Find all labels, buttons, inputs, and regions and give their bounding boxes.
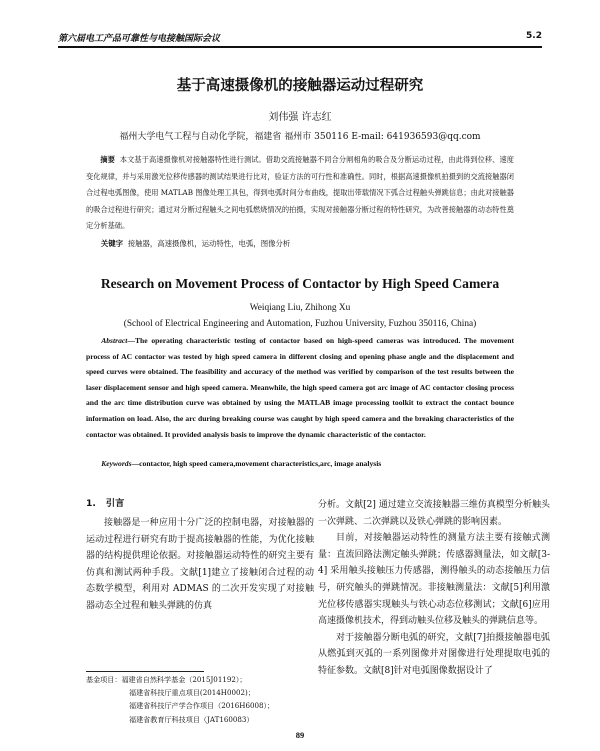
intro-paragraph-measurement: 目前，对接触器运动特性的测量方法主要有接触式测量：直流回路法测定触头弹跳；传感器测量法，如文献[3-4] 采用触头接触压力传感器，测得触头的动态接触压力信号，研究触头的弹跳情况。非接触测量法：文献[5]利用激光位移传感器实现触头与铁心动态位移测试；文献[6]应用高速摄像机技术，得到动触头位移及触头的弹跳信息等。 [318, 533, 550, 627]
funding-footnote [86, 673, 316, 726]
section-heading [86, 497, 314, 511]
header-rule [58, 46, 542, 48]
authors-chinese: 刘伟强 许志红 [268, 112, 332, 123]
abstract-chinese [86, 152, 514, 235]
abstract-label-en: Abstract [101, 336, 128, 345]
intro-paragraph-left: 接触器是一种应用十分广泛的控制电器，对接触器的运动过程进行研究有助于提高接触器的性能，为优化接触器的结构提供理论依据。对接触器运动特性的研究主要有仿真和测试两种手段。文献[1]建立了接触闭合过程的动态数学模型，利用对 ADMAS 的二次开发实现了对接触器动态全过程和触头弹跳的仿真 [86, 518, 314, 611]
funding-item: 福建省科技厅重点项目(2014H0002)； [129, 688, 255, 698]
keywords-label-cn: 关键字 [100, 239, 123, 248]
abstract-text-en: —The operating characteristic testing of contactor based on high-speed cameras was introduced. The movement process of AC contactor was tested by high speed camera in different closing and opening phase angle and the displacement and speed curves were obtained. The feasibility and accuracy of the method was verified by comparison of the test results between the laser displacement sensor and high speed camera. Meanwhile, the high speed camera got arc image of AC contactor closing process and the arc time distribution curve was obtained by using the MATLAB image processing toolkit to extract the contact bounce information on load. Also, the arc during breaking course was caught by high speed camera and the breaking characteristics of the contactor was obtained. It provided analysis basis to improve the dynamic characteristic of the contactor. [86, 336, 514, 439]
abstract-text-cn: 本文基于高速摄像机对接触器特性进行测试。借助交流接触器不同合分闸相角的吸合及分断运动过程，由此得到位移、速度变化规律，并与采用激光位移传感器的测试结果进行比对，验证方法的可行性和准确性。同时，根据高速摄像机拍摄到的交流接触器闭合过程电弧图像，使用 MATLAB 图像处理工具包，得到电弧时间分布曲线，提取出带载情况下弧合过程触头弹跳信息；由此对接触器的吸合过程进行研究；通过对分断过程触头之间电弧燃烧情况的拍摄，实现对接触器分断过程的特性研究，为改善接触器的动态特性奠定分析基础。 [86, 155, 514, 231]
section-number-1: 1. [86, 498, 96, 509]
running-header [58, 31, 542, 45]
funding-item: 福建省教育厅科技项目（JAT160083） [129, 714, 254, 724]
conference-name: 第六届电工产品可靠性与电接触国际会议 [58, 34, 221, 44]
abstract-english [86, 333, 514, 442]
title-chinese: 基于高速摄像机的接触器运动过程研究 [176, 78, 424, 94]
keywords-text-en: —contactor, high speed camera,movement characteristics,arc, image analysis [131, 459, 382, 468]
body-column-left [86, 497, 314, 615]
footnote-rule [86, 671, 204, 672]
page-number: 89 [295, 730, 305, 740]
funding-item: 福建省自然科学基金（2015J01192）； [121, 675, 247, 684]
affiliation-english: (School of Electrical Engineering and Automation, Fuzhou University, Fuzhou 350116, China) [123, 319, 477, 329]
keywords-english [86, 459, 514, 468]
intro-paragraph-continued: 分析。文献[2] 通过建立交流接触器三维仿真模型分析触头一次弹跳、二次弹跳以及铁心弹跳的影响因素。 [318, 500, 550, 527]
keywords-chinese [86, 238, 514, 249]
keywords-label-en: Keywords [101, 459, 132, 468]
authors-english: Weiqiang Liu, Zhihong Xu [249, 303, 351, 313]
section-title: 引言 [105, 498, 125, 509]
section-number: 5.2 [526, 31, 542, 41]
abstract-label-cn: 摘要 [100, 155, 115, 164]
title-english: Research on Movement Process of Contactor by High Speed Camera [100, 276, 500, 291]
funding-label: 基金项目： [86, 675, 122, 684]
intro-paragraph-arc: 对于接触器分断电弧的研究，文献[7]拍摄接触器电弧从燃弧到灭弧的一系列图像并对图像进行处理提取电弧的特征参数。文献[8]针对电弧图像数据设计了 [318, 632, 550, 676]
funding-item: 福建省科技厅产学合作项目（2016H6008）； [129, 701, 275, 711]
keywords-text-cn: 接触器，高速摄像机，运动特性，电弧，图像分析 [127, 239, 291, 248]
affiliation-chinese: 福州大学电气工程与自动化学院，福建省 福州市 350116 E-mail: 641936593@qq.com [119, 132, 481, 142]
body-column-right [318, 497, 550, 680]
